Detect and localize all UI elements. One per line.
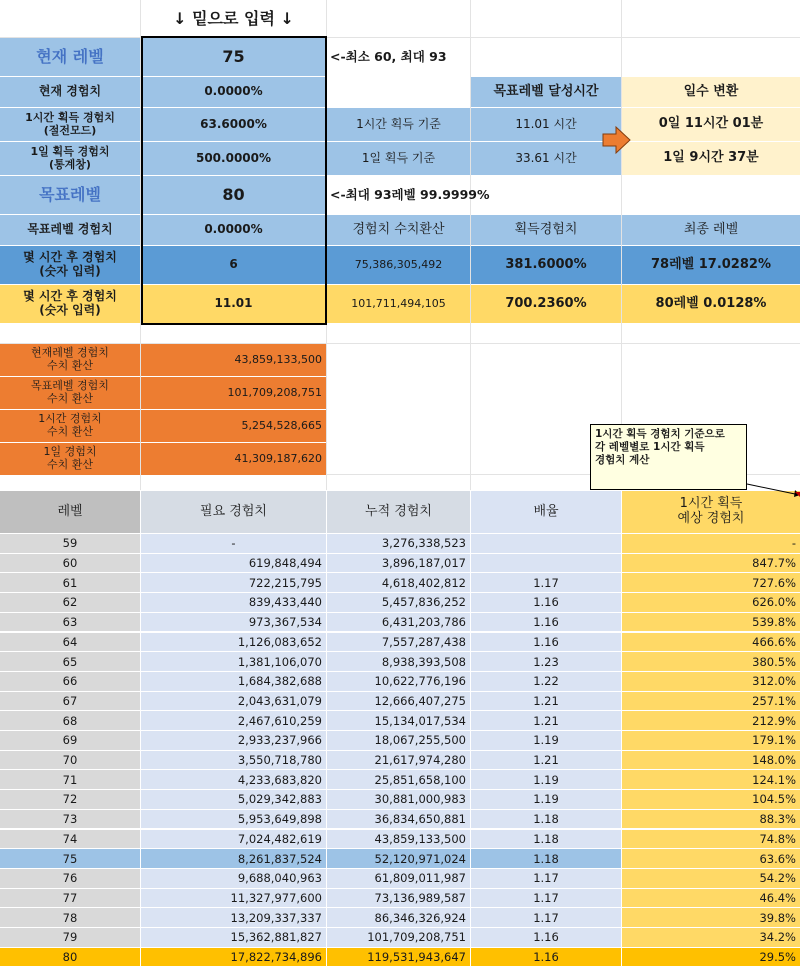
table-row bbox=[0, 573, 800, 593]
table-row bbox=[0, 534, 800, 554]
hour-exp-cell: 847.7% bbox=[622, 554, 800, 573]
conversion-value: 101,709,208,751 bbox=[141, 377, 326, 409]
required-exp-cell: 9,688,040,963 bbox=[141, 869, 326, 888]
table-row bbox=[0, 928, 800, 948]
cumulative-exp-cell: 119,531,943,647 bbox=[327, 948, 470, 967]
required-exp-cell: 1,126,083,652 bbox=[141, 633, 326, 652]
level-cell: 66 bbox=[0, 672, 140, 691]
current-level-note: <-최소 60, 최대 93 bbox=[330, 48, 447, 64]
cumulative-exp-cell: 73,136,989,587 bbox=[327, 889, 470, 908]
table-row bbox=[0, 652, 800, 672]
ratio-cell: 1.16 bbox=[471, 928, 621, 947]
cumulative-exp-cell: 3,276,338,523 bbox=[327, 534, 470, 553]
cumulative-exp-cell: 25,851,658,100 bbox=[327, 770, 470, 789]
day-basis-label: 1일 획득 기준 bbox=[327, 142, 470, 175]
hour-exp-cell: 212.9% bbox=[622, 711, 800, 730]
required-exp-cell: 13,209,337,337 bbox=[141, 908, 326, 927]
hour-exp-cell: 104.5% bbox=[622, 790, 800, 809]
level-cell: 59 bbox=[0, 534, 140, 553]
hour-exp-cell: 34.2% bbox=[622, 928, 800, 947]
exp-calc-row1-final: 78레벨 17.0282% bbox=[622, 246, 800, 284]
ratio-cell: 1.16 bbox=[471, 593, 621, 612]
ratio-cell: 1.17 bbox=[471, 889, 621, 908]
required-exp-cell: 7,024,482,619 bbox=[141, 830, 326, 849]
table-row bbox=[0, 830, 800, 850]
table-row bbox=[0, 869, 800, 889]
level-cell: 62 bbox=[0, 593, 140, 612]
table-row bbox=[0, 948, 800, 968]
required-exp-cell: 1,684,382,688 bbox=[141, 672, 326, 691]
conversion-value: 5,254,528,665 bbox=[141, 410, 326, 442]
required-exp-cell: 2,043,631,079 bbox=[141, 692, 326, 711]
cumulative-exp-cell: 6,431,203,786 bbox=[327, 613, 470, 632]
level-cell: 69 bbox=[0, 731, 140, 750]
level-cell: 73 bbox=[0, 810, 140, 829]
hour-exp-cell: 466.6% bbox=[622, 633, 800, 652]
level-cell: 78 bbox=[0, 908, 140, 927]
ratio-cell: 1.16 bbox=[471, 613, 621, 632]
cumulative-exp-cell: 8,938,393,508 bbox=[327, 652, 470, 671]
ratio-cell: 1.17 bbox=[471, 869, 621, 888]
hour-exp-label: 1시간 획득 경험치 (절전모드) bbox=[0, 108, 140, 141]
hour-exp-cell: 539.8% bbox=[622, 613, 800, 632]
hour-exp-cell: 380.5% bbox=[622, 652, 800, 671]
hour-basis-value: 11.01 시간 bbox=[471, 108, 621, 141]
table-row bbox=[0, 554, 800, 574]
ratio-cell bbox=[471, 554, 621, 573]
required-exp-cell: 973,367,534 bbox=[141, 613, 326, 632]
exp-calc-col2: 획득경험치 bbox=[471, 215, 621, 245]
table-row bbox=[0, 810, 800, 830]
ratio-cell bbox=[471, 534, 621, 553]
required-exp-cell: 5,029,342,883 bbox=[141, 790, 326, 809]
required-exp-cell: 1,381,106,070 bbox=[141, 652, 326, 671]
required-exp-cell: 2,467,610,259 bbox=[141, 711, 326, 730]
cumulative-exp-cell: 12,666,407,275 bbox=[327, 692, 470, 711]
table-row bbox=[0, 889, 800, 909]
cumulative-exp-cell: 30,881,000,983 bbox=[327, 790, 470, 809]
cumulative-exp-cell: 3,896,187,017 bbox=[327, 554, 470, 573]
level-cell: 75 bbox=[0, 849, 140, 868]
table-row bbox=[0, 751, 800, 771]
hour-basis-label: 1시간 획득 기준 bbox=[327, 108, 470, 141]
hour-exp-cell: 727.6% bbox=[622, 573, 800, 592]
level-table-header-cumulative: 누적 경험치 bbox=[327, 491, 470, 533]
ratio-cell: 1.17 bbox=[471, 908, 621, 927]
level-cell: 72 bbox=[0, 790, 140, 809]
table-row bbox=[0, 593, 800, 613]
target-exp-input[interactable]: 0.0000% bbox=[142, 215, 325, 245]
table-row bbox=[0, 711, 800, 731]
target-level-note: <-최대 93레벨 99.9999% bbox=[330, 186, 490, 202]
ratio-cell: 1.17 bbox=[471, 573, 621, 592]
required-exp-cell: 722,215,795 bbox=[141, 573, 326, 592]
hours-after2-label: 몇 시간 후 경험치 (숫자 입력) bbox=[0, 285, 140, 323]
comment-indicator bbox=[795, 492, 800, 497]
hour-exp-cell: 312.0% bbox=[622, 672, 800, 691]
required-exp-cell: 619,848,494 bbox=[141, 554, 326, 573]
conversion-label: 1일 경험치 수치 환산 bbox=[0, 443, 140, 475]
hour-exp-cell: 179.1% bbox=[622, 731, 800, 750]
hour-exp-cell: 148.0% bbox=[622, 751, 800, 770]
table-row bbox=[0, 613, 800, 633]
level-cell: 76 bbox=[0, 869, 140, 888]
current-level-input[interactable]: 75 bbox=[142, 38, 325, 76]
level-cell: 74 bbox=[0, 830, 140, 849]
table-row bbox=[0, 672, 800, 692]
hour-exp-cell: 63.6% bbox=[622, 849, 800, 868]
ratio-cell: 1.18 bbox=[471, 849, 621, 868]
level-cell: 64 bbox=[0, 633, 140, 652]
level-cell: 63 bbox=[0, 613, 140, 632]
conversion-label: 1시간 경험치 수치 환산 bbox=[0, 410, 140, 442]
required-exp-cell: - bbox=[141, 534, 326, 553]
arrow-right-icon bbox=[602, 125, 632, 155]
cumulative-exp-cell: 61,809,011,987 bbox=[327, 869, 470, 888]
ratio-cell: 1.22 bbox=[471, 672, 621, 691]
cumulative-exp-cell: 18,067,255,500 bbox=[327, 731, 470, 750]
day-basis-value: 33.61 시간 bbox=[471, 142, 621, 175]
level-cell: 67 bbox=[0, 692, 140, 711]
day-exp-label: 1일 획득 경험치 (통계창) bbox=[0, 142, 140, 175]
exp-calc-col1: 경험치 수치환산 bbox=[327, 215, 470, 245]
current-exp-label: 현재 경험치 bbox=[0, 77, 140, 107]
table-row bbox=[0, 790, 800, 810]
level-cell: 70 bbox=[0, 751, 140, 770]
cumulative-exp-cell: 21,617,974,280 bbox=[327, 751, 470, 770]
required-exp-cell: 4,233,683,820 bbox=[141, 770, 326, 789]
conversion-label: 목표레벨 경험치 수치 환산 bbox=[0, 377, 140, 409]
cumulative-exp-cell: 43,859,133,500 bbox=[327, 830, 470, 849]
hour-exp-cell: 626.0% bbox=[622, 593, 800, 612]
cumulative-exp-cell: 101,709,208,751 bbox=[327, 928, 470, 947]
ratio-cell: 1.21 bbox=[471, 692, 621, 711]
required-exp-cell: 3,550,718,780 bbox=[141, 751, 326, 770]
hour-exp-cell: 257.1% bbox=[622, 692, 800, 711]
conversion-label: 현재레벨 경험치 수치 환산 bbox=[0, 344, 140, 376]
ratio-cell: 1.21 bbox=[471, 751, 621, 770]
level-cell: 77 bbox=[0, 889, 140, 908]
ratio-cell: 1.23 bbox=[471, 652, 621, 671]
cumulative-exp-cell: 7,557,287,438 bbox=[327, 633, 470, 652]
ratio-cell: 1.19 bbox=[471, 790, 621, 809]
required-exp-cell: 2,933,237,966 bbox=[141, 731, 326, 750]
level-table-header-level: 레벨 bbox=[0, 491, 140, 533]
cumulative-exp-cell: 52,120,971,024 bbox=[327, 849, 470, 868]
hour-exp-cell: 74.8% bbox=[622, 830, 800, 849]
day-exp-input[interactable]: 500.0000% bbox=[142, 142, 325, 175]
ratio-cell: 1.19 bbox=[471, 731, 621, 750]
day-basis-days: 1일 9시간 37분 bbox=[622, 142, 800, 175]
level-cell: 61 bbox=[0, 573, 140, 592]
input-hint: ↓ 밑으로 입력 ↓ bbox=[173, 8, 294, 28]
ratio-cell: 1.18 bbox=[471, 810, 621, 829]
cumulative-exp-cell: 86,346,326,924 bbox=[327, 908, 470, 927]
hour-exp-cell: 39.8% bbox=[622, 908, 800, 927]
ratio-cell: 1.19 bbox=[471, 770, 621, 789]
cumulative-exp-cell: 10,622,776,196 bbox=[327, 672, 470, 691]
table-row bbox=[0, 908, 800, 928]
target-level-input[interactable]: 80 bbox=[142, 176, 325, 214]
exp-calc-row1-gain: 381.6000% bbox=[471, 246, 621, 284]
current-exp-input[interactable]: 0.0000% bbox=[142, 77, 325, 107]
table-row bbox=[0, 849, 800, 869]
required-exp-cell: 15,362,881,827 bbox=[141, 928, 326, 947]
table-row bbox=[0, 731, 800, 751]
hours-after-label: 몇 시간 후 경험치 (숫자 입력) bbox=[0, 246, 140, 284]
table-row bbox=[0, 770, 800, 790]
cumulative-exp-cell: 5,457,836,252 bbox=[327, 593, 470, 612]
level-cell: 60 bbox=[0, 554, 140, 573]
time-table-title: 목표레벨 달성시간 bbox=[471, 77, 621, 107]
hour-exp-cell: 88.3% bbox=[622, 810, 800, 829]
hour-basis-days: 0일 11시간 01분 bbox=[622, 108, 800, 141]
level-cell: 71 bbox=[0, 770, 140, 789]
hour-exp-cell: 124.1% bbox=[622, 770, 800, 789]
current-level-label: 현재 레벨 bbox=[0, 38, 140, 76]
ratio-cell: 1.16 bbox=[471, 948, 621, 967]
hours-after-input[interactable]: 6 bbox=[142, 246, 325, 284]
level-cell: 79 bbox=[0, 928, 140, 947]
level-table-header-ratio: 배율 bbox=[471, 491, 621, 533]
ratio-cell: 1.16 bbox=[471, 633, 621, 652]
hour-exp-cell: 46.4% bbox=[622, 889, 800, 908]
level-cell: 80 bbox=[0, 948, 140, 967]
table-row bbox=[0, 692, 800, 712]
required-exp-cell: 5,953,649,898 bbox=[141, 810, 326, 829]
hours-after2-input[interactable]: 11.01 bbox=[142, 285, 325, 323]
level-cell: 68 bbox=[0, 711, 140, 730]
exp-calc-col3: 최종 레벨 bbox=[622, 215, 800, 245]
required-exp-cell: 17,822,734,896 bbox=[141, 948, 326, 967]
days-title: 일수 변환 bbox=[622, 77, 800, 107]
target-level-label: 목표레벨 bbox=[0, 176, 140, 214]
hour-exp-cell: 54.2% bbox=[622, 869, 800, 888]
level-table-header-required: 필요 경험치 bbox=[141, 491, 326, 533]
conversion-value: 43,859,133,500 bbox=[141, 344, 326, 376]
level-cell: 65 bbox=[0, 652, 140, 671]
conversion-value: 41,309,187,620 bbox=[141, 443, 326, 475]
level-table-header-hour-exp: 1시간 획득 예상 경험치 bbox=[622, 491, 800, 533]
required-exp-cell: 11,327,977,600 bbox=[141, 889, 326, 908]
table-row bbox=[0, 633, 800, 653]
required-exp-cell: 8,261,837,524 bbox=[141, 849, 326, 868]
cumulative-exp-cell: 36,834,650,881 bbox=[327, 810, 470, 829]
comment-note: 1시간 획득 경험치 기준으로 각 레벨별로 1시간 획득 경험치 계산 bbox=[590, 424, 747, 490]
hour-exp-cell: 29.5% bbox=[622, 948, 800, 967]
cumulative-exp-cell: 15,134,017,534 bbox=[327, 711, 470, 730]
required-exp-cell: 839,433,440 bbox=[141, 593, 326, 612]
comment-pointer bbox=[745, 480, 800, 500]
exp-calc-row2-value: 101,711,494,105 bbox=[327, 285, 470, 323]
ratio-cell: 1.18 bbox=[471, 830, 621, 849]
ratio-cell: 1.21 bbox=[471, 711, 621, 730]
target-exp-label: 목표레벨 경험치 bbox=[0, 215, 140, 245]
exp-calc-row2-final: 80레벨 0.0128% bbox=[622, 285, 800, 323]
exp-calc-row2-gain: 700.2360% bbox=[471, 285, 621, 323]
cumulative-exp-cell: 4,618,402,812 bbox=[327, 573, 470, 592]
hour-exp-input[interactable]: 63.6000% bbox=[142, 108, 325, 141]
exp-calc-row1-value: 75,386,305,492 bbox=[327, 246, 470, 284]
hour-exp-cell: - bbox=[622, 534, 800, 553]
